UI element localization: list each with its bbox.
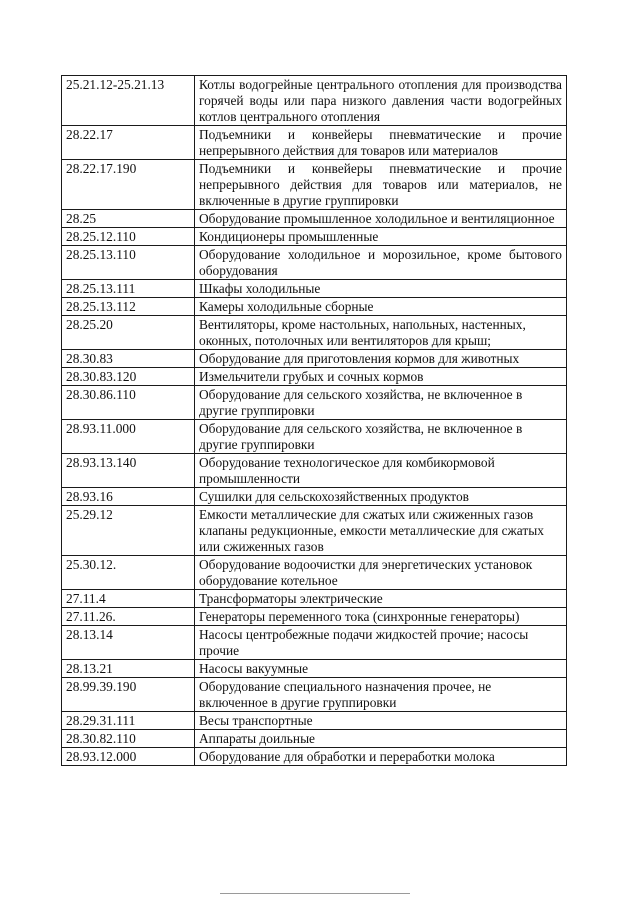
table-row (62, 350, 567, 368)
table-row (62, 246, 567, 280)
row-code: 28.13.14 (62, 626, 195, 660)
okpd-code-table (61, 75, 567, 766)
row-code: 28.25.12.110 (62, 228, 195, 246)
table-row (62, 730, 567, 748)
row-description: Кондиционеры промышленные (195, 228, 567, 246)
row-description: Оборудование специального назначения прочее, не включенное в другие группировки (195, 678, 567, 712)
row-description: Сушилки для сельскохозяйственных продуктов (195, 488, 567, 506)
row-description: Шкафы холодильные (195, 280, 567, 298)
row-description: Вентиляторы, кроме настольных, напольных, настенных, оконных, потолочных или вентиляторов для крыш; (195, 316, 567, 350)
table-row (62, 76, 567, 126)
row-code: 28.25 (62, 210, 195, 228)
row-code: 28.30.83 (62, 350, 195, 368)
table-row (62, 368, 567, 386)
table-row (62, 280, 567, 298)
row-description: Генераторы переменного тока (синхронные генераторы) (195, 608, 567, 626)
row-description: Трансформаторы электрические (195, 590, 567, 608)
row-description: Подъемники и конвейеры пневматические и прочие непрерывного действия для товаров или материалов (195, 126, 567, 160)
row-code: 28.25.13.112 (62, 298, 195, 316)
row-code: 28.93.16 (62, 488, 195, 506)
row-code: 25.30.12. (62, 556, 195, 590)
row-description: Оборудование промышленное холодильное и вентиляционное (195, 210, 567, 228)
table-row (62, 748, 567, 766)
table-row (62, 678, 567, 712)
table-row (62, 488, 567, 506)
row-code: 28.93.11.000 (62, 420, 195, 454)
row-description: Емкости металлические для сжатых или сжиженных газов клапаны редукционные, емкости металлические для сжатых или сжиженных газов (195, 506, 567, 556)
table-row (62, 626, 567, 660)
table-row (62, 386, 567, 420)
row-code: 28.93.13.140 (62, 454, 195, 488)
row-description: Оборудование для обработки и переработки молока (195, 748, 567, 766)
table-row (62, 228, 567, 246)
row-description: Насосы центробежные подачи жидкостей прочие; насосы прочие (195, 626, 567, 660)
page-bottom-rule (220, 893, 410, 894)
table-row (62, 454, 567, 488)
table-row (62, 298, 567, 316)
row-description: Котлы водогрейные центрального отопления для производства горячей воды или пара низкого давления части водогрейных котлов центрального отопления (195, 76, 567, 126)
row-code: 28.13.21 (62, 660, 195, 678)
row-description: Весы транспортные (195, 712, 567, 730)
table-row (62, 506, 567, 556)
row-code: 28.93.12.000 (62, 748, 195, 766)
row-code: 28.22.17.190 (62, 160, 195, 210)
row-description: Оборудование для приготовления кормов для животных (195, 350, 567, 368)
row-code: 28.25.13.111 (62, 280, 195, 298)
table-row (62, 608, 567, 626)
row-code: 28.25.13.110 (62, 246, 195, 280)
row-description: Насосы вакуумные (195, 660, 567, 678)
row-code: 25.29.12 (62, 506, 195, 556)
table-row (62, 660, 567, 678)
table-row (62, 126, 567, 160)
table-row (62, 316, 567, 350)
table-row (62, 712, 567, 730)
row-description: Оборудование холодильное и морозильное, кроме бытового оборудования (195, 246, 567, 280)
table-row (62, 210, 567, 228)
row-description: Оборудование для сельского хозяйства, не включенное в другие группировки (195, 386, 567, 420)
row-code: 27.11.26. (62, 608, 195, 626)
row-description: Аппараты доильные (195, 730, 567, 748)
row-code: 28.99.39.190 (62, 678, 195, 712)
table-row (62, 556, 567, 590)
table-row (62, 160, 567, 210)
row-description: Оборудование для сельского хозяйства, не включенное в другие группировки (195, 420, 567, 454)
row-description: Оборудование водоочистки для энергетических установок оборудование котельное (195, 556, 567, 590)
row-description: Оборудование технологическое для комбикормовой промышленности (195, 454, 567, 488)
row-code: 28.29.31.111 (62, 712, 195, 730)
table-row (62, 590, 567, 608)
row-code: 28.22.17 (62, 126, 195, 160)
table-row (62, 420, 567, 454)
table-body (62, 76, 567, 766)
row-code: 28.25.20 (62, 316, 195, 350)
row-code: 25.21.12-25.21.13 (62, 76, 195, 126)
row-description: Подъемники и конвейеры пневматические и прочие непрерывного действия для товаров или материалов, не включенные в другие группировки (195, 160, 567, 210)
row-description: Камеры холодильные сборные (195, 298, 567, 316)
row-code: 28.30.86.110 (62, 386, 195, 420)
row-description: Измельчители грубых и сочных кормов (195, 368, 567, 386)
row-code: 28.30.83.120 (62, 368, 195, 386)
row-code: 27.11.4 (62, 590, 195, 608)
row-code: 28.30.82.110 (62, 730, 195, 748)
